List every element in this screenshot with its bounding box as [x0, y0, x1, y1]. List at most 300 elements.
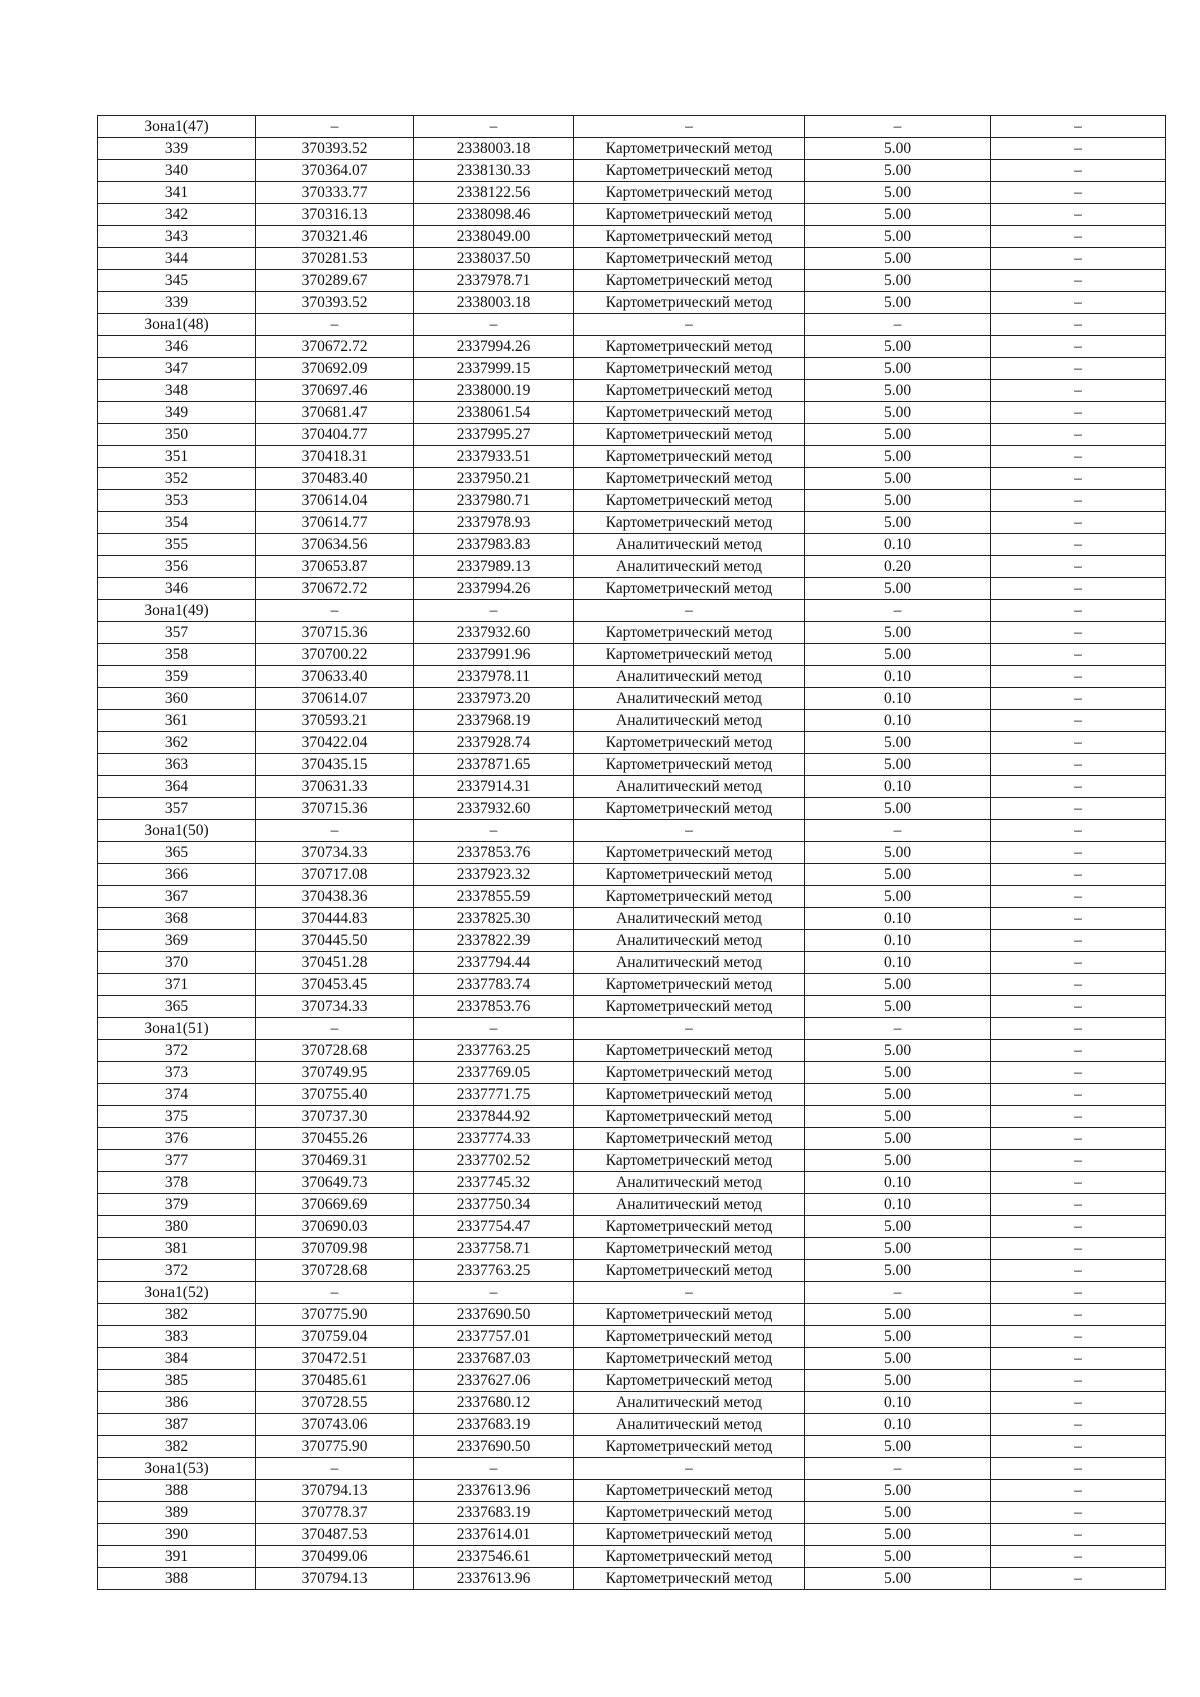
method-cell: Картометрический метод — [574, 1062, 805, 1084]
precision-cell: 5.00 — [805, 1150, 991, 1172]
y-coordinate-cell: 2338049.00 — [414, 226, 574, 248]
point-number-cell: 350 — [98, 424, 256, 446]
y-coordinate-cell: 2337950.21 — [414, 468, 574, 490]
table-row — [98, 358, 1166, 380]
point-number-cell: 372 — [98, 1260, 256, 1282]
y-coordinate-cell: 2337771.75 — [414, 1084, 574, 1106]
y-coordinate-cell: 2338003.18 — [414, 292, 574, 314]
y-coordinate-cell: 2337690.50 — [414, 1304, 574, 1326]
description-cell: – — [991, 578, 1166, 600]
precision-cell: 5.00 — [805, 270, 991, 292]
x-coordinate-cell: 370700.22 — [256, 644, 414, 666]
y-coordinate-cell: 2337932.60 — [414, 798, 574, 820]
x-coordinate-cell: 370669.69 — [256, 1194, 414, 1216]
x-coordinate-cell: 370321.46 — [256, 226, 414, 248]
description-cell: – — [991, 1458, 1166, 1480]
x-coordinate-cell: 370649.73 — [256, 1172, 414, 1194]
precision-cell: 5.00 — [805, 886, 991, 908]
x-coordinate-cell: 370715.36 — [256, 622, 414, 644]
point-number-cell: 370 — [98, 952, 256, 974]
y-coordinate-cell: 2337758.71 — [414, 1238, 574, 1260]
method-cell: Картометрический метод — [574, 292, 805, 314]
zone-header-row — [98, 314, 1166, 336]
x-coordinate-cell: 370593.21 — [256, 710, 414, 732]
method-cell: Картометрический метод — [574, 402, 805, 424]
description-cell: – — [991, 1326, 1166, 1348]
x-coordinate-cell: – — [256, 820, 414, 842]
x-coordinate-cell: 370737.30 — [256, 1106, 414, 1128]
precision-cell: 5.00 — [805, 402, 991, 424]
precision-cell: 5.00 — [805, 248, 991, 270]
point-number-cell: 381 — [98, 1238, 256, 1260]
method-cell: Картометрический метод — [574, 864, 805, 886]
method-cell: Картометрический метод — [574, 1546, 805, 1568]
y-coordinate-cell: 2337928.74 — [414, 732, 574, 754]
zone-header-row — [98, 1018, 1166, 1040]
point-number-cell: 344 — [98, 248, 256, 270]
y-coordinate-cell: 2338061.54 — [414, 402, 574, 424]
precision-cell: 5.00 — [805, 1216, 991, 1238]
precision-cell: 5.00 — [805, 380, 991, 402]
x-coordinate-cell: 370455.26 — [256, 1128, 414, 1150]
description-cell: – — [991, 732, 1166, 754]
description-cell: – — [991, 512, 1166, 534]
y-coordinate-cell: 2337994.26 — [414, 578, 574, 600]
precision-cell: 5.00 — [805, 644, 991, 666]
table-row — [98, 160, 1166, 182]
precision-cell: 5.00 — [805, 1524, 991, 1546]
x-coordinate-cell: 370289.67 — [256, 270, 414, 292]
method-cell: Картометрический метод — [574, 160, 805, 182]
x-coordinate-cell: 370778.37 — [256, 1502, 414, 1524]
table-row — [98, 182, 1166, 204]
method-cell: Картометрический метод — [574, 996, 805, 1018]
zone-header-row — [98, 600, 1166, 622]
y-coordinate-cell: – — [414, 116, 574, 138]
precision-cell: 5.00 — [805, 754, 991, 776]
description-cell: – — [991, 424, 1166, 446]
precision-cell: 5.00 — [805, 160, 991, 182]
point-number-cell: 364 — [98, 776, 256, 798]
precision-cell: 5.00 — [805, 226, 991, 248]
point-number-cell: 376 — [98, 1128, 256, 1150]
table-row — [98, 424, 1166, 446]
table-row — [98, 1260, 1166, 1282]
description-cell: – — [991, 1172, 1166, 1194]
precision-cell: 5.00 — [805, 446, 991, 468]
table-row — [98, 138, 1166, 160]
table-row — [98, 1040, 1166, 1062]
table-row — [98, 1172, 1166, 1194]
point-number-cell: 349 — [98, 402, 256, 424]
table-row — [98, 292, 1166, 314]
zone-name-cell: Зона1(52) — [98, 1282, 256, 1304]
table-row — [98, 1326, 1166, 1348]
point-number-cell: 339 — [98, 138, 256, 160]
description-cell: – — [991, 1260, 1166, 1282]
description-cell: – — [991, 600, 1166, 622]
precision-cell: 0.10 — [805, 534, 991, 556]
x-coordinate-cell: 370709.98 — [256, 1238, 414, 1260]
y-coordinate-cell: 2338098.46 — [414, 204, 574, 226]
y-coordinate-cell: 2337968.19 — [414, 710, 574, 732]
point-number-cell: 362 — [98, 732, 256, 754]
point-number-cell: 353 — [98, 490, 256, 512]
point-number-cell: 368 — [98, 908, 256, 930]
y-coordinate-cell: 2337613.96 — [414, 1568, 574, 1590]
description-cell: – — [991, 534, 1166, 556]
coordinates-table — [97, 115, 1166, 1590]
precision-cell: 5.00 — [805, 1436, 991, 1458]
table-row — [98, 1480, 1166, 1502]
precision-cell: 5.00 — [805, 1238, 991, 1260]
x-coordinate-cell: 370487.53 — [256, 1524, 414, 1546]
y-coordinate-cell: – — [414, 600, 574, 622]
precision-cell: 5.00 — [805, 622, 991, 644]
description-cell: – — [991, 1282, 1166, 1304]
point-number-cell: 340 — [98, 160, 256, 182]
description-cell: – — [991, 1502, 1166, 1524]
y-coordinate-cell: 2337690.50 — [414, 1436, 574, 1458]
point-number-cell: 354 — [98, 512, 256, 534]
y-coordinate-cell: – — [414, 1282, 574, 1304]
precision-cell: 5.00 — [805, 358, 991, 380]
precision-cell: 0.10 — [805, 930, 991, 952]
method-cell: Аналитический метод — [574, 1414, 805, 1436]
method-cell: Аналитический метод — [574, 952, 805, 974]
table-row — [98, 1392, 1166, 1414]
point-number-cell: 365 — [98, 842, 256, 864]
point-number-cell: 348 — [98, 380, 256, 402]
y-coordinate-cell: 2337978.71 — [414, 270, 574, 292]
x-coordinate-cell: 370631.33 — [256, 776, 414, 798]
precision-cell: 5.00 — [805, 1326, 991, 1348]
table-row — [98, 556, 1166, 578]
method-cell: Картометрический метод — [574, 424, 805, 446]
x-coordinate-cell: 370634.56 — [256, 534, 414, 556]
method-cell: – — [574, 1282, 805, 1304]
table-row — [98, 512, 1166, 534]
y-coordinate-cell: 2337687.03 — [414, 1348, 574, 1370]
point-number-cell: 367 — [98, 886, 256, 908]
table-row — [98, 1304, 1166, 1326]
table-row — [98, 1568, 1166, 1590]
y-coordinate-cell: 2337855.59 — [414, 886, 574, 908]
precision-cell: 5.00 — [805, 996, 991, 1018]
x-coordinate-cell: 370728.68 — [256, 1260, 414, 1282]
x-coordinate-cell: 370717.08 — [256, 864, 414, 886]
table-row — [98, 1084, 1166, 1106]
precision-cell: – — [805, 1458, 991, 1480]
point-number-cell: 378 — [98, 1172, 256, 1194]
x-coordinate-cell: 370697.46 — [256, 380, 414, 402]
method-cell: Картометрический метод — [574, 380, 805, 402]
method-cell: Картометрический метод — [574, 138, 805, 160]
description-cell: – — [991, 402, 1166, 424]
precision-cell: 0.10 — [805, 952, 991, 974]
method-cell: Картометрический метод — [574, 886, 805, 908]
point-number-cell: 360 — [98, 688, 256, 710]
description-cell: – — [991, 952, 1166, 974]
y-coordinate-cell: 2337627.06 — [414, 1370, 574, 1392]
y-coordinate-cell: 2337933.51 — [414, 446, 574, 468]
point-number-cell: 387 — [98, 1414, 256, 1436]
method-cell: Картометрический метод — [574, 1480, 805, 1502]
y-coordinate-cell: 2337983.83 — [414, 534, 574, 556]
point-number-cell: 390 — [98, 1524, 256, 1546]
x-coordinate-cell: 370453.45 — [256, 974, 414, 996]
description-cell: – — [991, 1480, 1166, 1502]
x-coordinate-cell: 370393.52 — [256, 138, 414, 160]
table-row — [98, 1414, 1166, 1436]
description-cell: – — [991, 886, 1166, 908]
description-cell: – — [991, 930, 1166, 952]
description-cell: – — [991, 864, 1166, 886]
x-coordinate-cell: – — [256, 1458, 414, 1480]
y-coordinate-cell: 2337613.96 — [414, 1480, 574, 1502]
y-coordinate-cell: 2337683.19 — [414, 1414, 574, 1436]
description-cell: – — [991, 1348, 1166, 1370]
point-number-cell: 388 — [98, 1480, 256, 1502]
precision-cell: 5.00 — [805, 336, 991, 358]
x-coordinate-cell: 370715.36 — [256, 798, 414, 820]
description-cell: – — [991, 798, 1166, 820]
x-coordinate-cell: 370759.04 — [256, 1326, 414, 1348]
description-cell: – — [991, 380, 1166, 402]
point-number-cell: 380 — [98, 1216, 256, 1238]
point-number-cell: 375 — [98, 1106, 256, 1128]
method-cell: Аналитический метод — [574, 1172, 805, 1194]
method-cell: Аналитический метод — [574, 534, 805, 556]
y-coordinate-cell: 2337783.74 — [414, 974, 574, 996]
y-coordinate-cell: 2337683.19 — [414, 1502, 574, 1524]
table-row — [98, 578, 1166, 600]
x-coordinate-cell: 370692.09 — [256, 358, 414, 380]
table-row — [98, 996, 1166, 1018]
method-cell: – — [574, 820, 805, 842]
table-row — [98, 710, 1166, 732]
x-coordinate-cell: 370728.55 — [256, 1392, 414, 1414]
description-cell: – — [991, 314, 1166, 336]
method-cell: Картометрический метод — [574, 1348, 805, 1370]
zone-name-cell: Зона1(49) — [98, 600, 256, 622]
zone-name-cell: Зона1(51) — [98, 1018, 256, 1040]
table-row — [98, 1348, 1166, 1370]
y-coordinate-cell: 2337989.13 — [414, 556, 574, 578]
y-coordinate-cell: 2337757.01 — [414, 1326, 574, 1348]
point-number-cell: 373 — [98, 1062, 256, 1084]
precision-cell: 5.00 — [805, 490, 991, 512]
coordinates-table-body — [98, 116, 1166, 1590]
table-row — [98, 1370, 1166, 1392]
y-coordinate-cell: 2338003.18 — [414, 138, 574, 160]
point-number-cell: 365 — [98, 996, 256, 1018]
description-cell: – — [991, 116, 1166, 138]
x-coordinate-cell: 370393.52 — [256, 292, 414, 314]
x-coordinate-cell: 370281.53 — [256, 248, 414, 270]
table-row — [98, 490, 1166, 512]
y-coordinate-cell: 2337932.60 — [414, 622, 574, 644]
point-number-cell: 347 — [98, 358, 256, 380]
x-coordinate-cell: 370633.40 — [256, 666, 414, 688]
zone-name-cell: Зона1(47) — [98, 116, 256, 138]
x-coordinate-cell: 370469.31 — [256, 1150, 414, 1172]
method-cell: Картометрический метод — [574, 1128, 805, 1150]
description-cell: – — [991, 842, 1166, 864]
table-row — [98, 1524, 1166, 1546]
table-row — [98, 776, 1166, 798]
table-row — [98, 754, 1166, 776]
description-cell: – — [991, 1392, 1166, 1414]
point-number-cell: 386 — [98, 1392, 256, 1414]
y-coordinate-cell: 2337853.76 — [414, 996, 574, 1018]
table-row — [98, 908, 1166, 930]
description-cell: – — [991, 138, 1166, 160]
point-number-cell: 388 — [98, 1568, 256, 1590]
table-row — [98, 270, 1166, 292]
x-coordinate-cell: 370333.77 — [256, 182, 414, 204]
table-row — [98, 1502, 1166, 1524]
x-coordinate-cell: – — [256, 600, 414, 622]
precision-cell: 0.10 — [805, 666, 991, 688]
y-coordinate-cell: – — [414, 1458, 574, 1480]
table-row — [98, 1194, 1166, 1216]
precision-cell: – — [805, 1018, 991, 1040]
y-coordinate-cell: 2337614.01 — [414, 1524, 574, 1546]
precision-cell: 5.00 — [805, 1084, 991, 1106]
method-cell: Картометрический метод — [574, 336, 805, 358]
description-cell: – — [991, 446, 1166, 468]
x-coordinate-cell: 370672.72 — [256, 336, 414, 358]
y-coordinate-cell: 2337973.20 — [414, 688, 574, 710]
point-number-cell: 345 — [98, 270, 256, 292]
precision-cell: 0.10 — [805, 688, 991, 710]
description-cell: – — [991, 358, 1166, 380]
method-cell: Картометрический метод — [574, 248, 805, 270]
x-coordinate-cell: – — [256, 1018, 414, 1040]
x-coordinate-cell: 370734.33 — [256, 842, 414, 864]
zone-header-row — [98, 1458, 1166, 1480]
method-cell: Картометрический метод — [574, 798, 805, 820]
y-coordinate-cell: 2337750.34 — [414, 1194, 574, 1216]
description-cell: – — [991, 1304, 1166, 1326]
description-cell: – — [991, 644, 1166, 666]
point-number-cell: 358 — [98, 644, 256, 666]
description-cell: – — [991, 1128, 1166, 1150]
description-cell: – — [991, 204, 1166, 226]
description-cell: – — [991, 490, 1166, 512]
method-cell: Картометрический метод — [574, 446, 805, 468]
x-coordinate-cell: – — [256, 314, 414, 336]
description-cell: – — [991, 248, 1166, 270]
x-coordinate-cell: – — [256, 116, 414, 138]
point-number-cell: 363 — [98, 754, 256, 776]
precision-cell: 5.00 — [805, 182, 991, 204]
precision-cell: – — [805, 1282, 991, 1304]
y-coordinate-cell: – — [414, 820, 574, 842]
description-cell: – — [991, 666, 1166, 688]
point-number-cell: 383 — [98, 1326, 256, 1348]
precision-cell: 5.00 — [805, 1480, 991, 1502]
method-cell: Картометрический метод — [574, 644, 805, 666]
precision-cell: 5.00 — [805, 1348, 991, 1370]
y-coordinate-cell: 2337763.25 — [414, 1260, 574, 1282]
y-coordinate-cell: 2337980.71 — [414, 490, 574, 512]
method-cell: Картометрический метод — [574, 1502, 805, 1524]
method-cell: Картометрический метод — [574, 1106, 805, 1128]
precision-cell: 5.00 — [805, 424, 991, 446]
precision-cell: 5.00 — [805, 1546, 991, 1568]
table-row — [98, 204, 1166, 226]
table-row — [98, 1216, 1166, 1238]
precision-cell: 5.00 — [805, 1260, 991, 1282]
description-cell: – — [991, 1084, 1166, 1106]
x-coordinate-cell: 370483.40 — [256, 468, 414, 490]
method-cell: Картометрический метод — [574, 1260, 805, 1282]
point-number-cell: 374 — [98, 1084, 256, 1106]
precision-cell: 5.00 — [805, 1062, 991, 1084]
zone-name-cell: Зона1(48) — [98, 314, 256, 336]
description-cell: – — [991, 1216, 1166, 1238]
y-coordinate-cell: 2337995.27 — [414, 424, 574, 446]
point-number-cell: 382 — [98, 1304, 256, 1326]
method-cell: Картометрический метод — [574, 512, 805, 534]
y-coordinate-cell: 2337680.12 — [414, 1392, 574, 1414]
x-coordinate-cell: 370404.77 — [256, 424, 414, 446]
table-row — [98, 534, 1166, 556]
point-number-cell: 357 — [98, 798, 256, 820]
precision-cell: 0.10 — [805, 1392, 991, 1414]
method-cell: Картометрический метод — [574, 270, 805, 292]
point-number-cell: 352 — [98, 468, 256, 490]
precision-cell: 5.00 — [805, 864, 991, 886]
method-cell: – — [574, 1018, 805, 1040]
y-coordinate-cell: 2337991.96 — [414, 644, 574, 666]
x-coordinate-cell: 370499.06 — [256, 1546, 414, 1568]
x-coordinate-cell: 370775.90 — [256, 1304, 414, 1326]
x-coordinate-cell: 370485.61 — [256, 1370, 414, 1392]
precision-cell: 0.10 — [805, 908, 991, 930]
x-coordinate-cell: 370734.33 — [256, 996, 414, 1018]
description-cell: – — [991, 1238, 1166, 1260]
y-coordinate-cell: 2337844.92 — [414, 1106, 574, 1128]
precision-cell: 5.00 — [805, 798, 991, 820]
y-coordinate-cell: 2337994.26 — [414, 336, 574, 358]
y-coordinate-cell: 2337794.44 — [414, 952, 574, 974]
table-row — [98, 622, 1166, 644]
table-row — [98, 1238, 1166, 1260]
point-number-cell: 379 — [98, 1194, 256, 1216]
y-coordinate-cell: 2337763.25 — [414, 1040, 574, 1062]
method-cell: Картометрический метод — [574, 1040, 805, 1062]
method-cell: Картометрический метод — [574, 1326, 805, 1348]
precision-cell: 5.00 — [805, 204, 991, 226]
description-cell: – — [991, 1194, 1166, 1216]
method-cell: Картометрический метод — [574, 468, 805, 490]
x-coordinate-cell: 370728.68 — [256, 1040, 414, 1062]
method-cell: Картометрический метод — [574, 182, 805, 204]
x-coordinate-cell: 370743.06 — [256, 1414, 414, 1436]
method-cell: Картометрический метод — [574, 974, 805, 996]
description-cell: – — [991, 820, 1166, 842]
point-number-cell: 346 — [98, 578, 256, 600]
description-cell: – — [991, 292, 1166, 314]
table-row — [98, 666, 1166, 688]
method-cell: Аналитический метод — [574, 710, 805, 732]
method-cell: Картометрический метод — [574, 490, 805, 512]
x-coordinate-cell: 370316.13 — [256, 204, 414, 226]
y-coordinate-cell: 2337825.30 — [414, 908, 574, 930]
